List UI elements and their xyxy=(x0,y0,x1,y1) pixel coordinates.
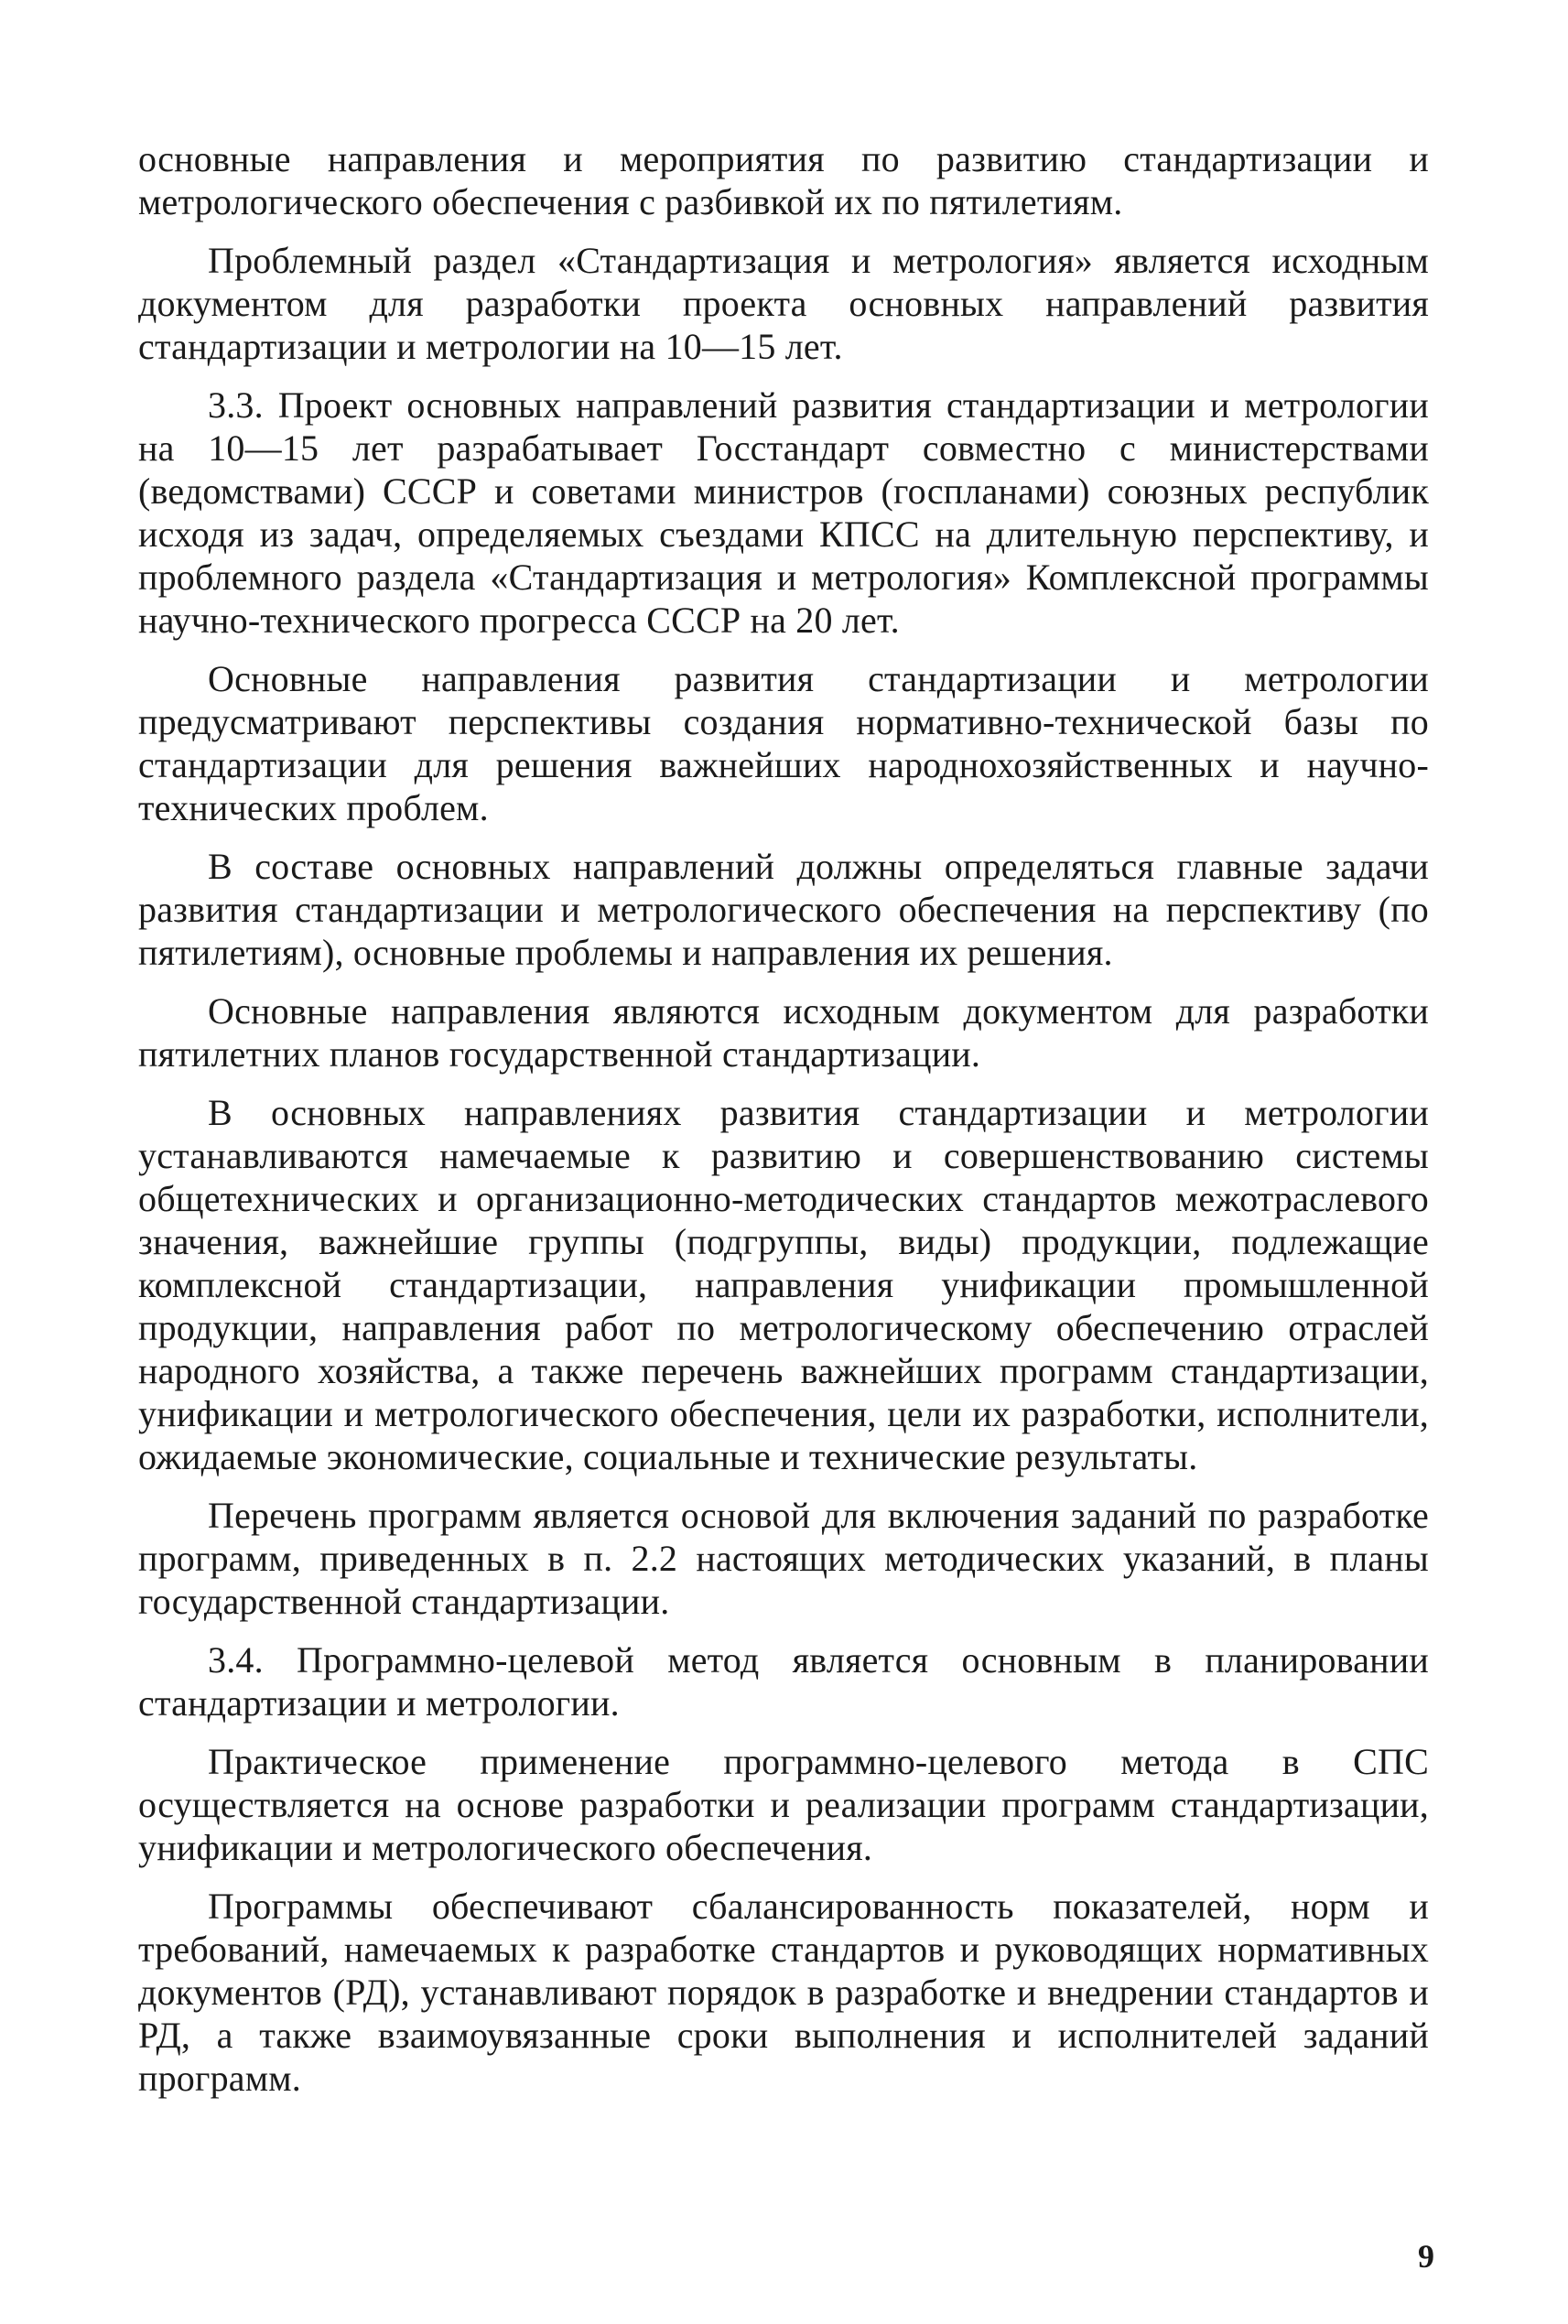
paragraph: основные направления и мероприятия по развитию стандартизации и метрологического обеспечения с разбивкой их по пятилетиям. xyxy=(138,138,1429,222)
paragraph: Программы обеспечивают сбалансированность показателей, норм и требований, намечаемых к разработке стандартов и руководящих нормативных документов (РД), устанавливают порядок в разработке и внедрении стандартов и РД, а также взаимоувязанные сроки выполнения и исполнителей заданий программ. xyxy=(138,1886,1429,2099)
paragraph: Основные направления развития стандартизации и метрологии предусматривают перспективы создания нормативно-технической базы по стандартизации для решения важнейших народнохозяйственных и научно-технических проблем. xyxy=(138,658,1429,828)
paragraph: В составе основных направлений должны определяться главные задачи развития стандартизации и метрологического обеспечения на перспективу (по пятилетиям), основные проблемы и направления их решения. xyxy=(138,846,1429,973)
paragraph: Перечень программ является основой для включения заданий по разработке программ, приведенных в п. 2.2 настоящих методических указаний, в планы государственной стандартизации. xyxy=(138,1495,1429,1622)
body-text xyxy=(138,137,1429,2115)
paragraph: Практическое применение программно-целевого метода в СПС осуществляется на основе разработки и реализации программ стандартизации, унификации и метрологического обеспечения. xyxy=(138,1741,1429,1868)
page-number: 9 xyxy=(1418,2238,1434,2275)
paragraph: 3.3. Проект основных направлений развития стандартизации и метрологии на 10—15 лет разрабатывает Госстандарт совместно с министерствами (ведомствами) СССР и советами министров (госпланами) союзных республик исходя из задач, определяемых съездами КПСС на длительную перспективу, и проблемного раздела «Стандартизация и метрология» Комплексной программы научно-технического прогресса СССР на 20 лет. xyxy=(138,384,1429,641)
paragraph: Основные направления являются исходным документом для разработки пятилетних планов государственной стандартизации. xyxy=(138,990,1429,1075)
paragraph: В основных направлениях развития стандартизации и метрологии устанавливаются намечаемые к развитию и совершенствованию системы общетехнических и организационно-методических стандартов межотраслевого значения, важнейшие группы (подгруппы, виды) продукции, подлежащие комплексной стандартизации, направления унификации промышленной продукции, направления работ по метрологическому обеспечению отраслей народного хозяйства, а также перечень важнейших программ стандартизации, унификации и метрологического обеспечения, цели их разработки, исполнители, ожидаемые экономические, социальные и технические результаты. xyxy=(138,1092,1429,1477)
paragraph: 3.4. Программно-целевой метод является основным в планировании стандартизации и метрологии. xyxy=(138,1639,1429,1724)
paragraph: Проблемный раздел «Стандартизация и метрология» является исходным документом для разработки проекта основных направлений развития стандартизации и метрологии на 10—15 лет. xyxy=(138,240,1429,367)
